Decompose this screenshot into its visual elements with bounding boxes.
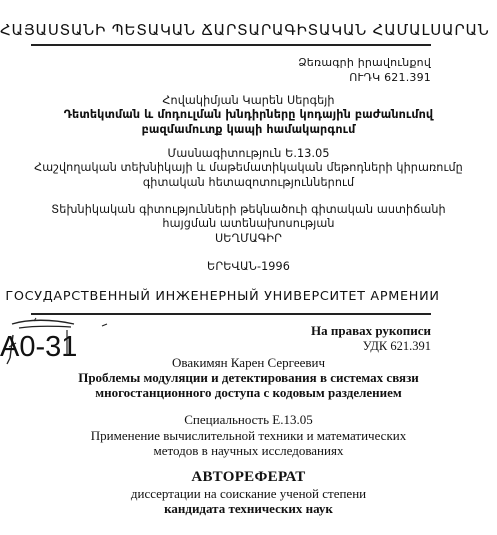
armenian-specialty-line-2: գիտական հետազոտություններում: [142, 176, 355, 189]
armenian-rights-label: Ձեռագրի իրավունքով: [298, 56, 431, 69]
stamp-text: A0-31: [0, 331, 78, 363]
russian-abstract-title: АВТОРЕФЕРАТ: [191, 469, 306, 485]
armenian-city-year: ԵՐԵՎԱՆ-1996: [207, 260, 290, 273]
russian-university-title: ГОСУДАРСТВЕННЫЙ ИНЖЕНЕРНЫЙ УНИВЕРСИТЕТ АРМЕНИИ: [5, 289, 440, 304]
russian-specialty-line-1: Применение вычислительной техники и математических: [90, 428, 407, 443]
russian-header-rule: [31, 313, 431, 315]
armenian-university-title: ՀԱՅԱՍՏԱՆԻ ՊԵՏԱԿԱՆ ՃԱՐՏԱՐԱԳԻՏԱԿԱՆ ՀԱՄԱԼՍԱՐԱՆ: [0, 21, 490, 39]
russian-degree-line-1: диссертации на соискание ученой степени: [130, 486, 367, 501]
armenian-specialty-label: Մասնագիտություն Ե.13.05: [167, 147, 330, 160]
russian-title-line-2: многостанционного доступа с кодовым разделением: [95, 385, 402, 400]
armenian-degree-line-1: Տեխնիկական գիտությունների թեկնածուի գիտական աստիճանի: [51, 203, 446, 216]
armenian-title-line-2: բազմամուտք կապի համակարգում: [141, 123, 356, 136]
russian-specialty-label: Специальность Е.13.05: [184, 412, 313, 427]
russian-title-line-1: Проблемы модуляции и детектирования в системах связи: [78, 370, 419, 385]
russian-rights-label: На правах рукописи: [311, 323, 431, 338]
armenian-udc-code: ՈՒԴԿ 621.391: [349, 71, 431, 84]
russian-author-name: Овакимян Карен Сергеевич: [172, 355, 325, 370]
armenian-author-name: Հովակիմյան Կարեն Սերգեյի: [162, 94, 335, 107]
armenian-degree-line-2: հայցման ատենախոսության: [162, 217, 335, 230]
armenian-title-line-1: Դետեկտման և մոդուլման խնդիրները կոդային բաժանումով: [63, 108, 434, 121]
russian-specialty-line-2: методов в научных исследованиях: [153, 443, 344, 458]
armenian-abstract-title: ՍԵՂՄԱԳԻՐ: [215, 232, 282, 245]
armenian-specialty-line-1: Հաշվողական տեխնիկայի և մաթեմատիկական մեթոդների կիրառումը: [34, 161, 463, 174]
russian-udc-code: УДК 621.391: [362, 339, 431, 353]
armenian-header-rule: [31, 44, 431, 46]
russian-degree-line-2: кандидата технических наук: [164, 501, 333, 516]
